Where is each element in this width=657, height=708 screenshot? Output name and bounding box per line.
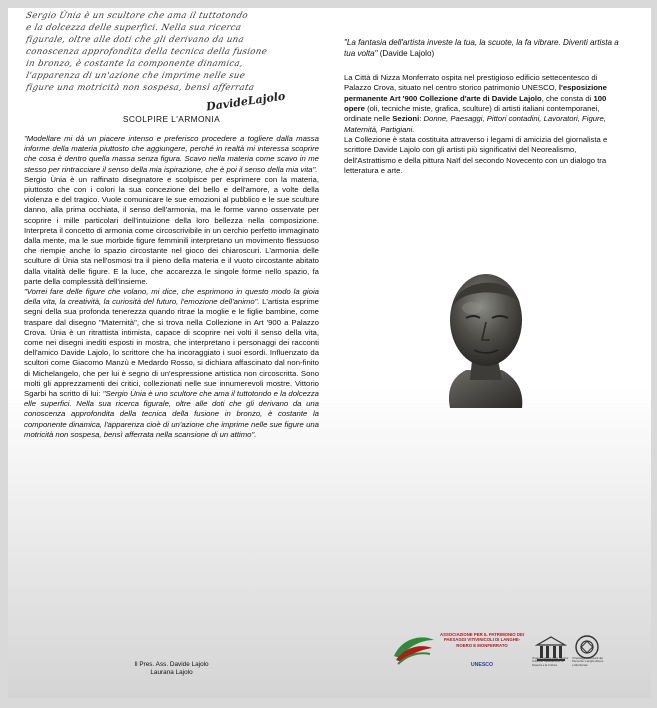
text-run: , che consta di bbox=[541, 93, 594, 103]
handwriting-line: in bronzo, è costante la componente dinamica, bbox=[24, 59, 244, 69]
text-run: La Città di Nizza Monferrato ospita nel prestigioso edificio settecentesco di Palazzo Crova, situato nel centro storico patrimonio UNESCO, bbox=[344, 73, 598, 93]
signature-block bbox=[24, 661, 319, 677]
handwriting-line: Sergio Ùnia è un scultore che ama il tuttotondo bbox=[24, 11, 249, 21]
association-unesco-label: UNESCO bbox=[470, 662, 494, 668]
section-title: SCOLPIRE L'ARMONIA bbox=[122, 114, 221, 124]
quote-author: (Davide Lajolo) bbox=[377, 48, 435, 58]
left-column bbox=[24, 10, 319, 440]
handwritten-signature: DavideLajolo bbox=[205, 89, 287, 114]
text-run-bold: l'esposizione permanente Art '900 Collezione d'arte di Davide Lajolo bbox=[344, 83, 607, 103]
text-run: La Collezione è stata costituita attraverso i legami di amicizia del giornalista e scrittore Davide Lajolo con gli artisti più significativi del Neorealismo, dell'Astrattismo e della pittura Naïf del secondo Novecento con un dialogo tra letteratura e arte. bbox=[344, 134, 608, 175]
critic-quote: "Sergio Ùnia è uno scultore che ama il tuttotondo e la dolcezza elle superfici. Nella sua ricerca figurale, oltre alle doti che gli derivano da una conoscenza approfondita della tecnica della fusione in bronzo, è costante la componente dinamica, l'apparenza cioè di un'azione che imprime nelle sue figure una motricità non sospesa, bensì afferrata nella scansione di un attimo". bbox=[24, 389, 319, 439]
body-paragraph: L'artista esprime segni della sua profonda tenerezza quando ritrae la moglie e le figlie bambine, come traspare dal disegno "Maternità", che si trova nella Collezione in Art '900 a Palazzo Crova. Ùnia è un ritrattista intimista, capace di scoprire nei volti il senso della vita, come nei disegni inediti esposti in mostra, che interpretano i personaggi dei racconti dell'amico Davide Lajolo, lo scrittore che ha incoraggiato i suoi esordi. Influenzato da scultori come Giacomo Manzù e Medardo Rosso, si dichiara affascinato dal non-finito di Michelangelo, che per lui è segno di un'espressione artistica non circoscritta. Sono molti gli apprezzamenti dei critici, collezionati nelle sue innumerevoli mostre. Vittorio Sgarbi ha scritto di lui: bbox=[24, 297, 319, 399]
bronze-bust-image bbox=[432, 268, 540, 414]
association-name: ASSOCIAZIONE PER IL PATRIMONIO DEI PAESAGGI VITIVINICOLI DI LANGHE-ROERO E MONFERRATO bbox=[439, 632, 525, 648]
footer-logos bbox=[392, 624, 606, 676]
handwriting-line: figure una motricità non sospesa, bensì afferrata bbox=[24, 83, 256, 93]
lajolo-quote bbox=[344, 38, 621, 59]
unesco-caption: Organizzazione delle Nazioni Unite per l'Educazione, la Scienza e la Cultura bbox=[532, 656, 569, 667]
handwriting-line: conoscenza approfondita della tecnica della fusione bbox=[24, 47, 269, 57]
handwritten-note-image bbox=[24, 10, 287, 114]
association-logo-icon bbox=[392, 632, 436, 666]
signature-line: Il Pres. Ass. Davide Lajolo bbox=[134, 661, 209, 668]
handwriting-line: figurale, oltre alle doti che gli derivano da una bbox=[24, 35, 245, 45]
signature-line: Laurana Lajolo bbox=[150, 669, 193, 677]
artist-quote: "Vorrei fare delle figure che volano, mi dice, che esprimono in questo modo la gioia della vita, la creatività, la curiosità del futuro, l'emozione dell'animo". bbox=[24, 287, 319, 307]
text-run-bold: Sezioni bbox=[392, 114, 420, 124]
text-run: : bbox=[419, 114, 424, 124]
artist-quote: "Modellare mi dà un piacere intenso e preferisco procedere a togliere dalla massa informe della materia piuttosto che aggiungere, perché in realtà mi interessa scoprire che cosa è dentro quella massa senza figura. Scavo nella materia come scavo in me stesso per rintracciare il senso della mia ispirazione, che è poi il senso della mia vita". bbox=[24, 134, 319, 174]
heritage-caption: I Paesaggi Vitivinicoli del Piemonte: Langhe-Roero e Monferrato bbox=[572, 656, 604, 667]
collection-description bbox=[344, 73, 621, 176]
text-run-bold: 100 opere bbox=[344, 93, 607, 114]
text-run-italic: Donne, Paesaggi, Pittori contadini, Lavoratori, Figure, Maternità, Partigiani. bbox=[344, 114, 606, 134]
body-paragraph: Sergio Ùnia è un raffinato disegnatore e scolpisce per esprimere con la materia, piuttosto che con i colori la sua concezione del bello e dell'amore, a volte della violenza e del tragico. Vuole comunicare le sue emozioni al pubblico e le sue sculture danno, alla prima occhiata, il senso dell'armonia, ma le forme vanno osservate per scoprire i mille particolari dell'intuizione della loro bellezza nella composizione. Interpreta il concetto di armonia come circoscrivibile in un cerchio perfetto immaginato dalla mente, ma le sue morbide figure femminili interpretano un movimento flessuoso che riempie anche lo spazio circostante nel gioco dei chiaroscuri. L'armonia delle sculture di Ùnia sta nell'osmosi tra il pieno della materia e il vuoto circostante abitato dalla vitalità delle figure. E la luce, che accarezza le singole forme nello spazio, fa parte della complessità dell'insieme. bbox=[24, 174, 319, 286]
article-body bbox=[24, 134, 319, 440]
quote-text: "La fantasia dell'artista investe la tua, la scuote, la fa vibrare. Diventi artista a tua volta" bbox=[344, 38, 619, 58]
handwriting-line: l'apparenza di un'azione che imprime nelle sue bbox=[24, 71, 247, 81]
handwriting-line: e la dolcezza delle superfici. Nella sua ricerca bbox=[24, 23, 243, 33]
text-run: (oli, tecniche miste, grafica, sculture) di artisti italiani contemporanei, ordinate nelle bbox=[344, 104, 600, 124]
right-column bbox=[344, 38, 621, 176]
